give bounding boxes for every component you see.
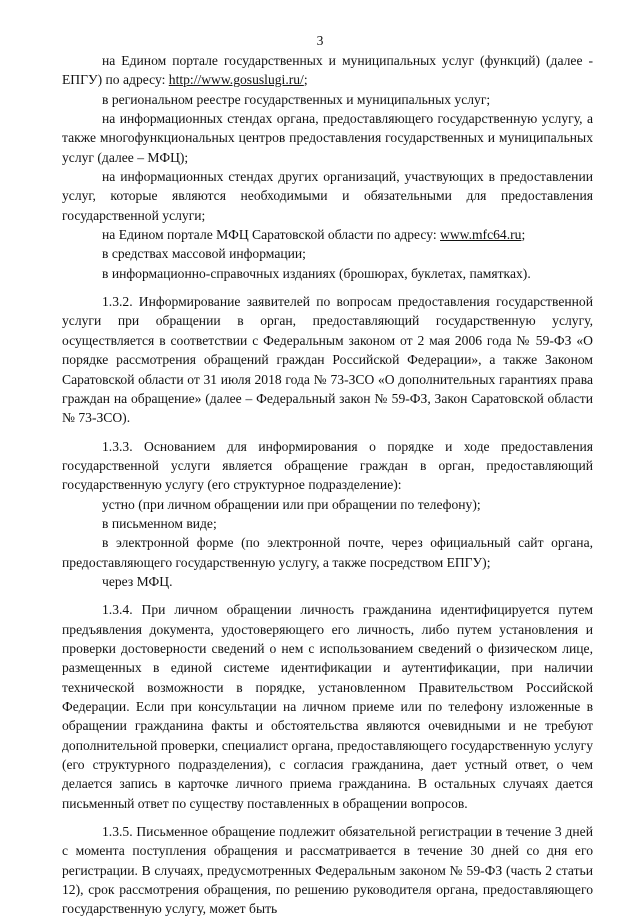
paragraph-tail: ; <box>521 227 526 243</box>
section-1-3-5: 1.3.5. Письменное обращение подлежит обязательной регистрации в течение 3 дней с момента поступления обращения и рассматривается в течение 30 дней со дня его регистрации. В случаях, предусмотренных Федеральным законом № 59-ФЗ (часть 2 статьи 12), срок рассмотрения обращения, по решению руководителя органа, предоставляющего государственную услугу, может быть <box>62 824 593 917</box>
paragraph-written: в письменном виде; <box>102 515 217 531</box>
paragraph-text: на Едином портале МФЦ Саратовской области по адресу: <box>102 227 441 243</box>
paragraph-reference-publications: в информационно-справочных изданиях (брошюрах, буклетах, памятках). <box>102 265 531 281</box>
paragraph-info-stands-organ: на информационных стендах органа, предоставляющего государственную услугу, а также многофункциональных центров предоставления государственных и муниципальных услуг (далее – МФЦ); <box>62 111 593 165</box>
gosuslugi-link[interactable]: http://www.gosuslugi.ru/ <box>168 72 304 88</box>
section-1-3-2: 1.3.2. Информирование заявителей по вопросам предоставления государственной услуги при обращении в орган, предоставляющий государственную услугу, осуществляется в соответствии с Федеральным законом от 2 мая 2006 года № 59-ФЗ «О порядке рассмотрения обращений граждан Российской Федерации», а также Законом Саратовской области от 31 июля 2018 года № 73-ЗСО «О дополнительных гарантиях права граждан на обращение» (далее – Федеральный закон № 59-ФЗ, Закон Саратовской области № 73-ЗСО). <box>62 294 593 426</box>
paragraph-info-stands-other: на информационных стендах других организаций, участвующих в предоставлении услуг, которые являются необходимыми и обязательными для предоставления государственной услуги; <box>62 169 593 223</box>
page-number: 3 <box>316 33 324 48</box>
paragraph-mass-media: в средствах массовой информации; <box>102 246 306 262</box>
paragraph-epgu <box>62 51 593 90</box>
document-body <box>62 51 593 919</box>
paragraph-regional-registry: в региональном реестре государственных и муниципальных услуг; <box>102 91 491 107</box>
section-1-3-4: 1.3.4. При личном обращении личность гражданина идентифицируется путем предъявления документа, удостоверяющего его личность, либо путем установления и проверки достоверности сведений о нем с использованием сведений о физическом лице, размещенных в единой системе идентификации и аутентификации, при наличии технической возможности в порядке, установленном Правительством Российской Федерации. Если при консультации на личном приеме или по телефону изложенные в обращении гражданина факты и обстоятельства являются очевидными и не требуют дополнительной проверки, специалист органа, предоставляющего государственную услугу (его структурного подразделения), с согласия гражданина, дает устный ответ, о чем делается запись в карточке личного приема гражданина. В остальных случаях дается письменный ответ по существу поставленных в обращении вопросов. <box>62 602 593 811</box>
paragraph-mfc-portal <box>62 225 593 244</box>
paragraph-oral: устно (при личном обращении или при обращении по телефону); <box>102 496 481 512</box>
paragraph-text: на Едином портале государственных и муниципальных услуг (функций) (далее - ЕПГУ) по адресу: <box>62 53 593 88</box>
paragraph-via-mfc: через МФЦ. <box>102 573 173 589</box>
paragraph-tail: ; <box>303 72 308 88</box>
paragraph-electronic: в электронной форме (по электронной почте, через официальный сайт органа, предоставляющего государственную услугу, а также посредством ЕПГУ); <box>62 535 593 570</box>
mfc64-link[interactable]: www.mfc64.ru <box>440 227 522 243</box>
section-1-3-3: 1.3.3. Основанием для информирования о порядке и ходе предоставления государственной услуги является обращение граждан в орган, предоставляющий государственную услугу (его структурное подразделение): <box>62 438 593 493</box>
